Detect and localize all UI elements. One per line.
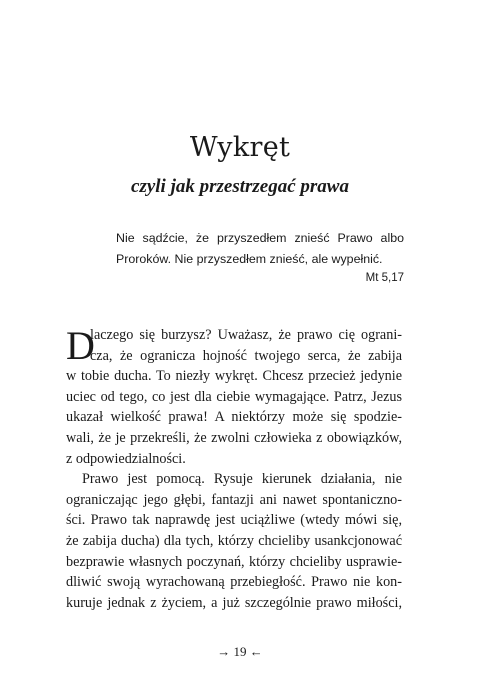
body-line: Prawo jest pomocą. Rysuje kierunek działania, nie — [82, 471, 402, 488]
body-text — [66, 325, 402, 613]
epigraph-quote: Nie sądźcie, że przyszedłem znieść Prawo albo Proroków. Nie przyszedłem znieść, ale wypełnić. — [116, 231, 404, 266]
body-line: ści. Prawo tak naprawdę jest uciążliwe (wtedy mówi się, — [66, 512, 402, 529]
body-line: cza, że ogranicza hojność twojego serca, że zabija — [90, 347, 402, 364]
epigraph-reference: Mt 5,17 — [365, 272, 404, 284]
body-line: kuruje jednak z życiem, a już szczególnie prawo miłości, — [66, 594, 402, 611]
page-number-footer — [0, 644, 480, 660]
page-number: 19 — [233, 644, 247, 659]
body-line: w tobie ducha. To niezły wykręt. Chcesz przecież jedynie — [66, 368, 402, 385]
chapter-title: Wykręt — [189, 132, 291, 163]
folio-ornament-left: → — [217, 644, 231, 659]
body-line: ukazał wielkość prawa! A niektórzy może się spodzie- — [66, 409, 402, 426]
body-line: z odpowiedzialności. — [66, 450, 186, 467]
body-line: dliwić swoją wyrachowaną przebiegłość. Prawo nie kon- — [66, 574, 402, 591]
body-line: wali, że je przekreśli, że zwolni człowieka z obowiązków, — [66, 429, 402, 446]
folio-ornament-right: ← — [249, 644, 263, 659]
drop-cap: D — [66, 323, 95, 368]
body-line: laczego się burzysz? Uważasz, że prawo cię ograni- — [90, 327, 402, 343]
body-line: ograniczając jego głębi, fantazji ani nawet spontaniczno- — [66, 491, 402, 508]
body-line: że zabija ducha) dla tych, którzy chcieliby usankcjonować — [66, 532, 402, 549]
body-line: uciec od tego, co jest dla ciebie wymagające. Patrz, Jezus — [66, 388, 402, 405]
chapter-subtitle: czyli jak przestrzegać prawa — [131, 176, 349, 197]
body-line: bezprawie własnych poczynań, którzy chcieliby usprawie- — [66, 553, 402, 570]
